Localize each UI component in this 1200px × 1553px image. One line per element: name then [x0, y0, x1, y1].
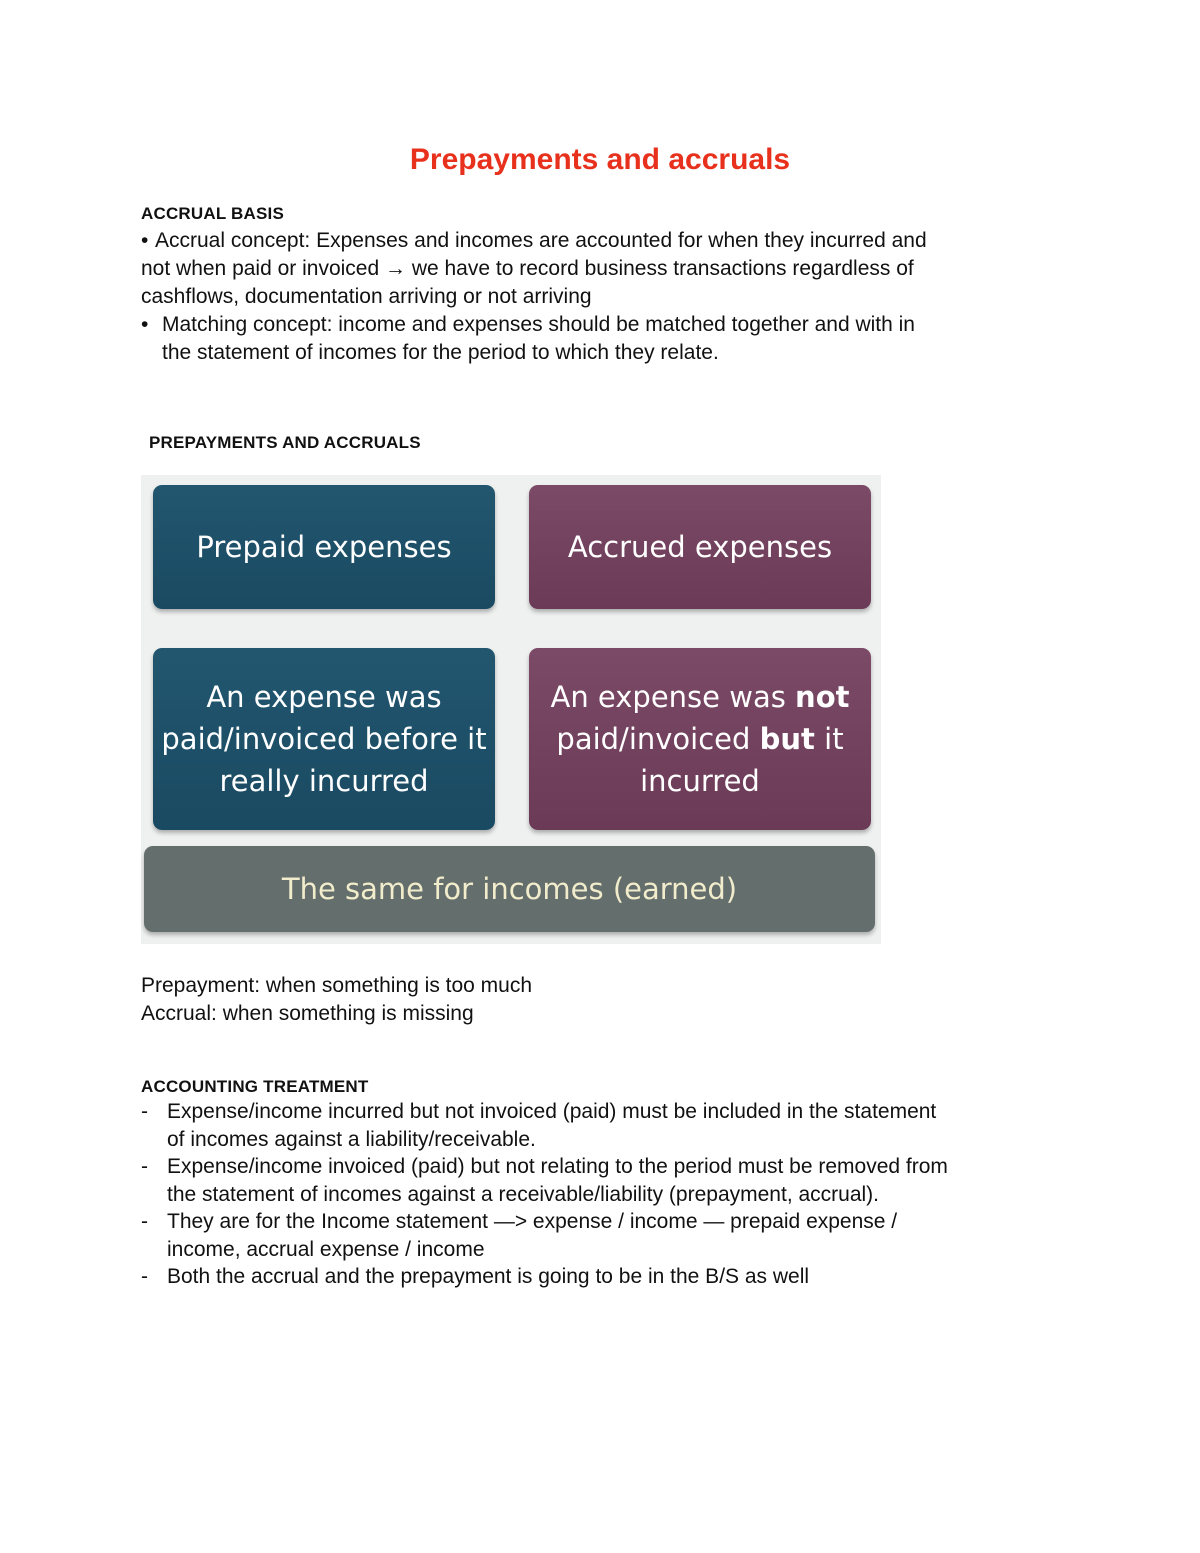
- dash-marker: -: [141, 1155, 148, 1178]
- bullet-line: Matching concept: income and expenses should be matched together and with in: [162, 313, 915, 336]
- accrued-description-line: incurred: [640, 764, 760, 798]
- incomes-footer-text: The same for incomes (earned): [281, 872, 738, 906]
- dash-marker: -: [141, 1100, 148, 1123]
- section-heading-accounting-treatment: ACCOUNTING TREATMENT: [141, 1077, 369, 1096]
- treatment-item: [141, 1153, 1081, 1209]
- treatment-line: Both the accrual and the prepayment is going to be in the B/S as well: [167, 1265, 810, 1288]
- accrued-text-bold: not: [795, 680, 850, 714]
- treatment-item: [141, 1208, 1081, 1264]
- dash-marker: -: [141, 1210, 148, 1233]
- accrued-text-bold: but: [759, 722, 815, 756]
- prepaid-description-box: [153, 648, 495, 830]
- section-heading-prepayments-accruals: PREPAYMENTS AND ACCRUALS: [149, 433, 421, 452]
- treatment-line: income, accrual expense / income: [167, 1238, 485, 1261]
- accrued-description-line: [551, 676, 850, 718]
- dash-marker: -: [141, 1265, 148, 1288]
- incomes-footer-box: [144, 846, 875, 932]
- prepaid-expenses-title: Prepaid expenses: [196, 530, 452, 564]
- bullet-matching-concept: [141, 311, 1071, 367]
- accrued-text: paid/invoiced: [556, 722, 760, 756]
- bullet-marker: •: [141, 229, 149, 252]
- page-title: Prepayments and accruals: [409, 143, 791, 176]
- treatment-line: of incomes against a liability/receivable.: [167, 1128, 536, 1151]
- treatment-line: Expense/income invoiced (paid) but not relating to the period must be removed from: [167, 1155, 948, 1178]
- accrued-text: An expense was: [550, 680, 796, 714]
- treatment-line: the statement of incomes against a receivable/liability (prepayment, accrual).: [167, 1183, 880, 1206]
- prepaid-description-line: An expense was: [206, 680, 442, 714]
- bullet-line: cashflows, documentation arriving or not arriving: [141, 285, 592, 308]
- bullet-marker: •: [141, 313, 149, 336]
- bullet-line: Accrual concept: Expenses and incomes are accounted for when they incurred and: [155, 229, 927, 252]
- treatment-line: Expense/income incurred but not invoiced (paid) must be included in the statement: [167, 1100, 937, 1123]
- prepayments-accruals-diagram: [141, 475, 881, 944]
- accrual-definition: Accrual: when something is missing: [141, 1002, 474, 1025]
- accrued-description-box: [529, 648, 871, 830]
- treatment-item: [141, 1263, 1081, 1291]
- bullet-line: the statement of incomes for the period to which they relate.: [162, 341, 719, 364]
- accrued-text: it: [814, 722, 844, 756]
- treatment-item: [141, 1098, 1081, 1154]
- bullet-line: not when paid or invoiced → we have to record business transactions regardless of: [141, 257, 914, 280]
- accrued-description-line: [551, 718, 850, 760]
- treatment-line: They are for the Income statement —> expense / income — prepaid expense /: [167, 1210, 898, 1233]
- prepaid-expenses-box: [153, 485, 495, 609]
- accrued-expenses-title: Accrued expenses: [567, 530, 833, 564]
- prepaid-description-line: paid/invoiced before it: [161, 722, 487, 756]
- prepaid-description: [161, 676, 486, 802]
- accrued-description: [551, 676, 850, 802]
- prepayment-definition: Prepayment: when something is too much: [141, 974, 533, 997]
- bullet-accrual-concept: [141, 227, 1071, 311]
- prepaid-description-line: really incurred: [219, 764, 429, 798]
- section-heading-accrual-basis: ACCRUAL BASIS: [141, 204, 285, 223]
- accrued-expenses-box: [529, 485, 871, 609]
